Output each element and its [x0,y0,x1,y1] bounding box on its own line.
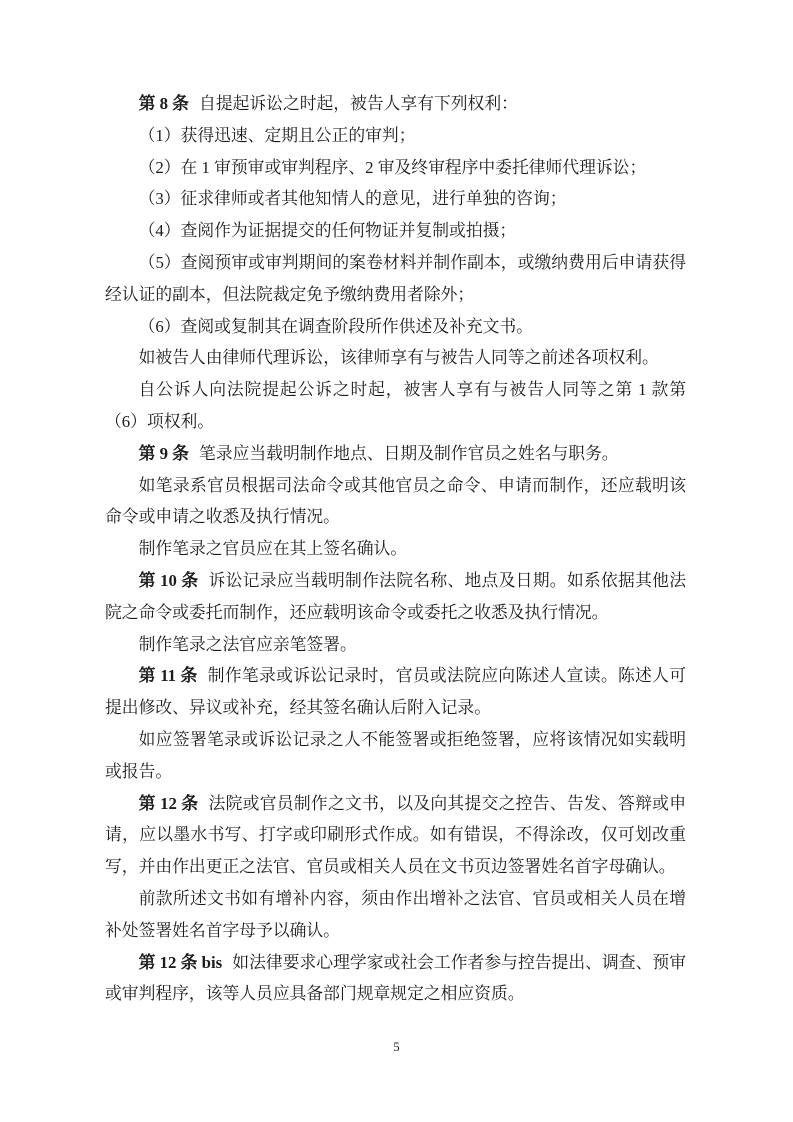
paragraph-text: 前款所述文书如有增补内容，须由作出增补之法官、官员或相关人员在增补处签署姓名首字母予以确认。 [105,888,686,940]
paragraph [105,88,686,120]
paragraph [105,311,686,343]
paragraph [105,883,686,947]
paragraph [105,438,686,470]
paragraph-text: （3）征求律师或者其他知情人的意见，进行单独的咨询； [138,189,567,209]
article-number: 第 11 条 [138,666,198,686]
paragraph [105,533,686,565]
paragraph-text: 笔录应当载明制作地点、日期及制作官员之姓名与职务。 [199,443,619,463]
paragraph [105,565,686,629]
paragraph-text: 制作笔录或诉讼记录时，官员或法院应向陈述人宣读。陈述人可提出修改、异议或补充，经其签名确认后附入记录。 [105,666,686,718]
article-number: 第 10 条 [138,570,199,590]
paragraph-text: （5）查阅预审或审判期间的案卷材料并制作副本，或缴纳费用后申请获得经认证的副本，但法院裁定免予缴纳费用者除外； [105,252,686,304]
paragraph [105,660,686,724]
paragraph [105,247,686,311]
paragraph-text: （1）获得迅速、定期且公正的审判； [138,125,416,145]
paragraph [105,183,686,215]
paragraph-text: 如应签署笔录或诉讼记录之人不能签署或拒绝签署，应将该情况如实载明或报告。 [105,729,686,781]
paragraph-text: （4）查阅作为证据提交的任何物证并复制或拍摄； [138,221,517,241]
paragraph-text: 如被告人由律师代理诉讼，该律师享有与被告人同等之前述各项权利。 [138,348,659,368]
paragraph [105,342,686,374]
page-number: 5 [393,1040,400,1054]
paragraph-text: （6）查阅或复制其在调查阶段所作供述及补充文书。 [138,316,533,336]
paragraph [105,629,686,661]
paragraph [105,470,686,534]
paragraph [105,152,686,184]
article-number: 第 8 条 [138,94,189,113]
paragraph-text: 法院或官员制作之文书，以及向其提交之控告、告发、答辩或申请，应以墨水书写、打字或印刷形式作成。如有错误，不得涂改，仅可划改重写，并由作出更正之法官、官员或相关人员在文书页边签署姓名首字母确认。 [105,793,686,877]
paragraph-text: 自公诉人向法院提起公诉之时起，被害人享有与被告人同等之第 1 款第（6）项权利。 [105,380,686,431]
paragraph-text: （2）在 1 审预审或审判程序、2 审及终审程序中委托律师代理诉讼； [138,157,647,177]
document-body-text [105,88,686,1010]
paragraph-text: 制作笔录之官员应在其上签名确认。 [138,539,408,559]
paragraph-text: 诉讼记录应当载明制作法院名称、地点及日期。如系依据其他法院之命令或委托而制作，还应载明该命令或委托之收悉及执行情况。 [105,570,686,622]
article-number: 第 12 条 [138,793,199,813]
paragraph [105,374,686,438]
paragraph [105,947,686,1011]
paragraph-text: 自提起诉讼之时起，被告人享有下列权利： [199,94,518,113]
paragraph-text: 如法律要求心理学家或社会工作者参与控告提出、调查、预审或审判程序，该等人员应具备部门规章规定之相应资质。 [105,952,686,1004]
article-number: 第 12 条 bis [138,952,223,972]
paragraph [105,120,686,152]
paragraph [105,215,686,247]
paragraph [105,724,686,788]
paragraph [105,788,686,883]
paragraph-text: 如笔录系官员根据司法命令或其他官员之命令、申请而制作，还应载明该命令或申请之收悉及执行情况。 [105,475,686,527]
article-number: 第 9 条 [138,443,189,463]
paragraph-text: 制作笔录之法官应亲笔签署。 [138,634,357,654]
